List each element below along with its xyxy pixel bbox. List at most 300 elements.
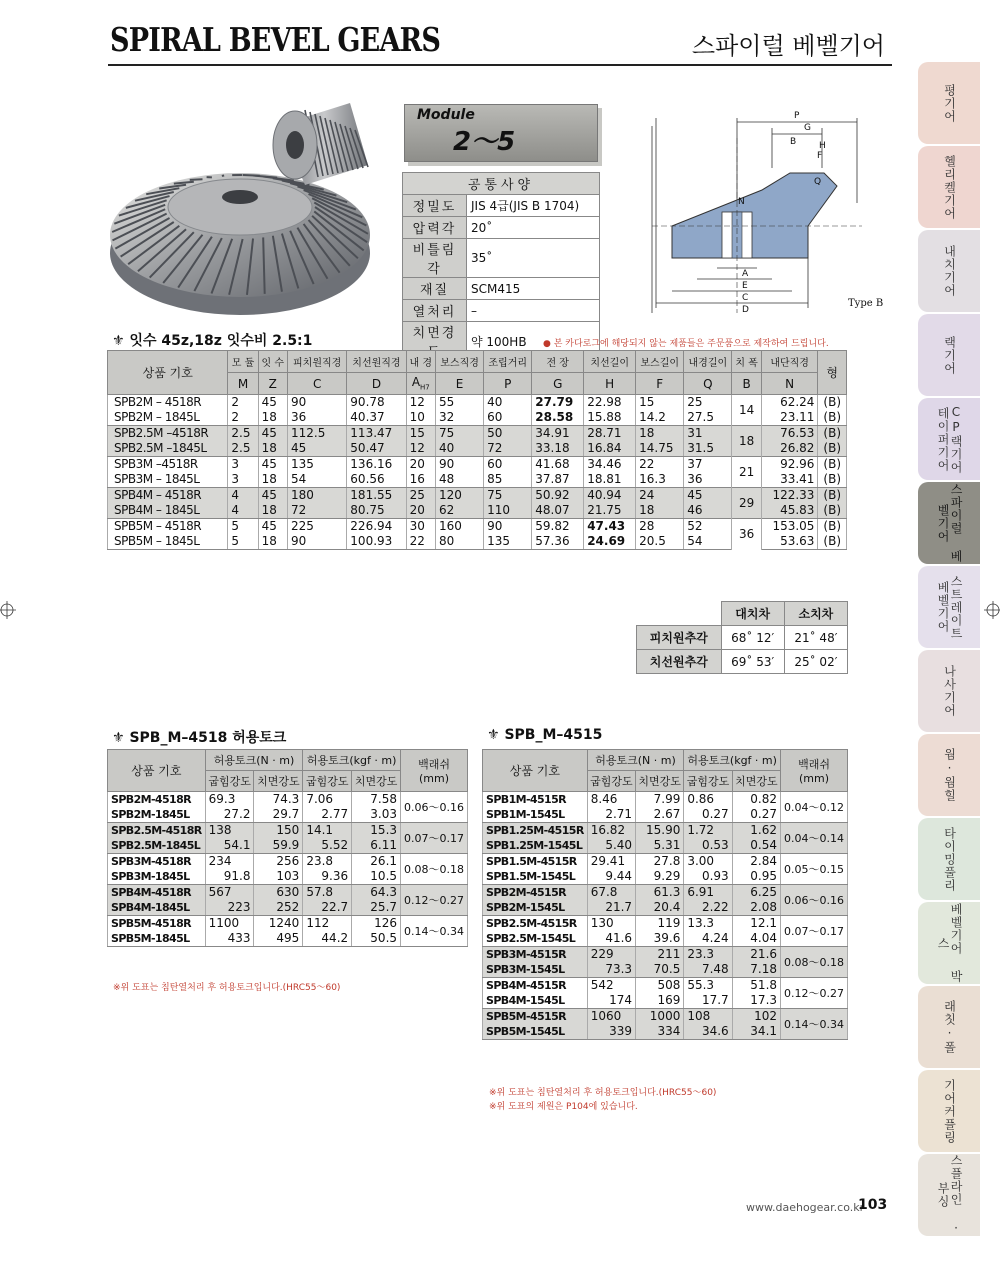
torque-value: 126 xyxy=(352,916,401,932)
torque-value: 3.00 xyxy=(684,854,732,870)
torque-value: 54.1 xyxy=(205,838,254,854)
header-cell: 백래쉬 (mm) xyxy=(401,750,468,792)
torque-value: 7.06 xyxy=(303,792,352,808)
product-code: SPB5M – 4518R xyxy=(108,519,228,535)
spec-row xyxy=(403,278,600,300)
dimension-label: E xyxy=(742,281,748,291)
torque-value: 0.93 xyxy=(684,869,732,885)
tab-label: 기어커플링 xyxy=(942,1078,957,1144)
torque-value: 0.53 xyxy=(684,838,732,854)
torque-value: 102 xyxy=(732,1009,780,1025)
torque-value: 1000 xyxy=(636,1009,684,1025)
torque-value: 4.24 xyxy=(684,931,732,947)
cell-F: 14.75 xyxy=(636,441,684,457)
cell-M: 3 xyxy=(228,472,258,488)
cone-angle-table xyxy=(636,601,848,674)
cell-B: 36 xyxy=(732,519,761,550)
symbol-cell: Z xyxy=(258,373,287,395)
cell-A: 20 xyxy=(406,457,435,473)
product-code: SPB1.5M-1545L xyxy=(483,869,588,885)
cell-P: 135 xyxy=(484,534,532,550)
torque-value: 630 xyxy=(254,885,303,901)
torque-value: 16.82 xyxy=(587,823,635,839)
torque-value: 119 xyxy=(636,916,684,932)
cell-F: 18 xyxy=(636,503,684,519)
cell-G: 48.07 xyxy=(532,503,584,519)
torque-value: 256 xyxy=(254,854,303,870)
cell-C: 72 xyxy=(288,503,347,519)
torque-value: 6.25 xyxy=(732,885,780,901)
torque-value: 27.8 xyxy=(636,854,684,870)
common-spec-table xyxy=(402,172,600,361)
symbol-cell: E xyxy=(436,373,484,395)
cell-H: 15.88 xyxy=(584,410,636,426)
table-row xyxy=(108,426,847,442)
torque-value: 57.8 xyxy=(303,885,352,901)
table-row xyxy=(108,792,468,808)
cell-A: 30 xyxy=(406,519,435,535)
torque-value: 44.2 xyxy=(303,931,352,947)
cell-E: 40 xyxy=(436,441,484,457)
cell-N: 26.82 xyxy=(761,441,818,457)
footer-url: www.daehogear.co.kr xyxy=(746,1201,865,1214)
torque-value: 34.6 xyxy=(684,1024,732,1040)
torque-value: 51.8 xyxy=(732,978,780,994)
symbol-cell: $A_{H7}$ xyxy=(406,373,435,395)
torque-value: 21.7 xyxy=(587,900,635,916)
cell-G: 50.92 xyxy=(532,488,584,504)
table-row xyxy=(483,947,848,963)
dimension-label: N xyxy=(738,197,745,207)
cell-B: 14 xyxy=(732,395,761,426)
cell-D: 80.75 xyxy=(347,503,406,519)
cell-M: 2 xyxy=(228,395,258,411)
header-cell: 상품 기호 xyxy=(108,351,228,395)
torque-value: 39.6 xyxy=(636,931,684,947)
torque-value: 567 xyxy=(205,885,254,901)
torque-value: 91.8 xyxy=(205,869,254,885)
torque-value: 5.31 xyxy=(636,838,684,854)
torque-value: 27.2 xyxy=(205,807,254,823)
torque-value: 8.46 xyxy=(587,792,635,808)
cell-A: 25 xyxy=(406,488,435,504)
sub-header-cell: 치면강도 xyxy=(352,771,401,792)
cell-H: 18.81 xyxy=(584,472,636,488)
table-row xyxy=(108,488,847,504)
fleur-icon: ⚜ xyxy=(112,333,130,349)
torque-value: 59.9 xyxy=(254,838,303,854)
torque-value: 20.4 xyxy=(636,900,684,916)
tab-4[interactable] xyxy=(918,398,980,480)
torque-value: 67.8 xyxy=(587,885,635,901)
dimension-label: A xyxy=(742,269,749,279)
cell-D: 50.47 xyxy=(347,441,406,457)
tab-11[interactable] xyxy=(918,986,980,1068)
angle-key: 피치원추각 xyxy=(637,626,722,650)
torque-value: 7.48 xyxy=(684,962,732,978)
cell-E: 55 xyxy=(436,395,484,411)
backlash-value: 0.12～0.27 xyxy=(401,885,468,916)
cell-type: (B) xyxy=(818,441,847,457)
product-code: SPB2M-1545L xyxy=(483,900,588,916)
table-row xyxy=(483,854,848,870)
cell-N: 122.33 xyxy=(761,488,818,504)
cell-Z: 45 xyxy=(258,519,287,535)
torque-value: 6.11 xyxy=(352,838,401,854)
torque-value: 41.6 xyxy=(587,931,635,947)
torque-value: 252 xyxy=(254,900,303,916)
torque-value: 108 xyxy=(684,1009,732,1025)
cell-N: 76.53 xyxy=(761,426,818,442)
cell-P: 60 xyxy=(484,410,532,426)
cell-A: 12 xyxy=(406,441,435,457)
cell-H: 24.69 xyxy=(584,534,636,550)
cell-N: 33.41 xyxy=(761,472,818,488)
torque-value: 15.90 xyxy=(636,823,684,839)
angle-header: 소치차 xyxy=(784,602,847,626)
cell-H: 16.84 xyxy=(584,441,636,457)
header-cell: 허용토크(kgf · m) xyxy=(303,750,401,771)
product-code: SPB4M – 4518R xyxy=(108,488,228,504)
cell-D: 113.47 xyxy=(347,426,406,442)
spec-value: 35˚ xyxy=(467,239,600,278)
tab-0[interactable] xyxy=(918,62,980,144)
dimension-label: F xyxy=(817,151,823,161)
header-cell: 조립거리 xyxy=(484,351,532,373)
torque-value: 34.1 xyxy=(732,1024,780,1040)
symbol-cell: H xyxy=(584,373,636,395)
cell-type: (B) xyxy=(818,410,847,426)
cell-P: 72 xyxy=(484,441,532,457)
spec-value: JIS 4급(JIS B 1704) xyxy=(467,195,600,217)
cell-P: 40 xyxy=(484,395,532,411)
spec-row xyxy=(403,217,600,239)
torque-value: 2.22 xyxy=(684,900,732,916)
cell-type: (B) xyxy=(818,519,847,535)
torque-value: 1100 xyxy=(205,916,254,932)
product-code: SPB1M-4515R xyxy=(483,792,588,808)
product-code: SPB4M-1845L xyxy=(108,900,206,916)
product-code: SPB2M-1845L xyxy=(108,807,206,823)
torque-value: 334 xyxy=(636,1024,684,1040)
cell-C: 180 xyxy=(288,488,347,504)
table-row xyxy=(108,823,468,839)
symbol-cell: F xyxy=(636,373,684,395)
torque-value: 29.41 xyxy=(587,854,635,870)
product-code: SPB1.25M-4515R xyxy=(483,823,588,839)
tab-3[interactable] xyxy=(918,314,980,396)
main-note: ● 본 카다로그에 해당되지 않는 제품들은 주문품으로 제작하여 드립니다. xyxy=(543,339,829,349)
tab-7[interactable] xyxy=(918,650,980,732)
torque-value: 7.58 xyxy=(352,792,401,808)
product-code: SPB5M-4518R xyxy=(108,916,206,932)
torque-value: 112 xyxy=(303,916,352,932)
header-cell: 형 xyxy=(818,351,847,395)
cell-N: 153.05 xyxy=(761,519,818,535)
cell-G: 28.58 xyxy=(532,410,584,426)
torque-value: 0.54 xyxy=(732,838,780,854)
product-code: SPB4M-4518R xyxy=(108,885,206,901)
cell-M: 5 xyxy=(228,519,258,535)
table-row xyxy=(483,823,848,839)
torque-value: 234 xyxy=(205,854,254,870)
torque-value: 69.3 xyxy=(205,792,254,808)
torque-right-note-2: ※위 도표의 제원은 P104에 있습니다. xyxy=(489,1102,638,1112)
cell-E: 120 xyxy=(436,488,484,504)
header-cell: 피치원직경 xyxy=(288,351,347,373)
symbol-cell: Q xyxy=(684,373,732,395)
torque-value: 2.67 xyxy=(636,807,684,823)
cell-type: (B) xyxy=(818,534,847,550)
product-code: SPB5M-1545L xyxy=(483,1024,588,1040)
backlash-value: 0.04～0.14 xyxy=(781,823,848,854)
tab-5[interactable] xyxy=(918,482,980,564)
cell-G: 27.79 xyxy=(532,395,584,411)
cell-Z: 18 xyxy=(258,410,287,426)
cell-P: 60 xyxy=(484,457,532,473)
tab-label: 나사기어 xyxy=(942,665,957,717)
dimension-label: B xyxy=(790,137,797,147)
symbol-cell: B xyxy=(732,373,761,395)
torque-value: 4.04 xyxy=(732,931,780,947)
torque-value: 25.7 xyxy=(352,900,401,916)
torque-value: 2.84 xyxy=(732,854,780,870)
cell-C: 90 xyxy=(288,534,347,550)
backlash-value: 0.07～0.17 xyxy=(781,916,848,947)
backlash-value: 0.06～0.16 xyxy=(781,885,848,916)
product-code: SPB1.25M-1545L xyxy=(483,838,588,854)
header-cell: 보스직경 xyxy=(436,351,484,373)
spec-key: 압력각 xyxy=(403,217,467,239)
registration-mark-icon xyxy=(984,601,1000,619)
tab-8[interactable] xyxy=(918,734,980,816)
torque-value: 13.3 xyxy=(684,916,732,932)
spec-key: 열처리 xyxy=(403,300,467,322)
cell-E: 80 xyxy=(436,534,484,550)
cell-F: 24 xyxy=(636,488,684,504)
cell-P: 75 xyxy=(484,488,532,504)
cell-D: 226.94 xyxy=(347,519,406,535)
cell-Q: 52 xyxy=(684,519,732,535)
cell-M: 2.5 xyxy=(228,441,258,457)
cell-type: (B) xyxy=(818,503,847,519)
cell-H: 28.71 xyxy=(584,426,636,442)
table-row xyxy=(108,457,847,473)
torque-value: 23.3 xyxy=(684,947,732,963)
cell-Q: 36 xyxy=(684,472,732,488)
cell-C: 36 xyxy=(288,410,347,426)
torque-value: 103 xyxy=(254,869,303,885)
product-code: SPB1M-1545L xyxy=(483,807,588,823)
spec-dimension-table xyxy=(107,350,847,550)
tab-13[interactable] xyxy=(918,1154,980,1236)
category-tabs xyxy=(918,62,980,1238)
cell-A: 20 xyxy=(406,503,435,519)
torque-value: 10.5 xyxy=(352,869,401,885)
tab-2[interactable] xyxy=(918,230,980,312)
angle-big: 69˚ 53′ xyxy=(721,650,784,674)
module-label: Module xyxy=(417,107,475,123)
torque-value: 1.62 xyxy=(732,823,780,839)
torque-value: 339 xyxy=(587,1024,635,1040)
spec-row xyxy=(403,195,600,217)
page-title-korean: 스파이럴 베벨기어 xyxy=(691,32,885,60)
torque-table-4518 xyxy=(107,749,468,947)
cell-C: 225 xyxy=(288,519,347,535)
dimension-label: P xyxy=(794,111,800,121)
product-code: SPB2.5M-4515R xyxy=(483,916,588,932)
torque-value: 1060 xyxy=(587,1009,635,1025)
fleur-icon: ⚜ xyxy=(487,727,505,743)
table-row xyxy=(483,978,848,994)
page-number: 103 xyxy=(858,1197,888,1213)
product-code: SPB3M-1845L xyxy=(108,869,206,885)
table-row xyxy=(483,885,848,901)
cell-M: 4 xyxy=(228,488,258,504)
cell-A: 10 xyxy=(406,410,435,426)
cell-C: 45 xyxy=(288,441,347,457)
torque-value: 64.3 xyxy=(352,885,401,901)
cell-C: 112.5 xyxy=(288,426,347,442)
spec-row xyxy=(403,300,600,322)
cell-C: 90 xyxy=(288,395,347,411)
cell-E: 90 xyxy=(436,457,484,473)
torque-value: 0.27 xyxy=(684,807,732,823)
cell-E: 160 xyxy=(436,519,484,535)
torque-value: 0.95 xyxy=(732,869,780,885)
cell-Q: 31.5 xyxy=(684,441,732,457)
dimension-label: G xyxy=(804,123,811,133)
tab-12[interactable] xyxy=(918,1070,980,1152)
symbol-cell: C xyxy=(288,373,347,395)
spec-key: 비틀림각 xyxy=(403,239,467,278)
type-label: Type B xyxy=(848,298,884,309)
cell-A: 12 xyxy=(406,395,435,411)
cell-P: 110 xyxy=(484,503,532,519)
tab-1[interactable] xyxy=(918,146,980,228)
cell-E: 48 xyxy=(436,472,484,488)
cell-type: (B) xyxy=(818,426,847,442)
angle-row xyxy=(637,650,848,674)
cell-E: 32 xyxy=(436,410,484,426)
backlash-value: 0.04～0.12 xyxy=(781,792,848,823)
torque-value: 22.7 xyxy=(303,900,352,916)
torque-value: 6.91 xyxy=(684,885,732,901)
cell-Z: 18 xyxy=(258,472,287,488)
sub-header-cell: 치면강도 xyxy=(636,771,684,792)
header-cell: 상품 기호 xyxy=(108,750,206,792)
cell-P: 50 xyxy=(484,426,532,442)
cell-Z: 18 xyxy=(258,441,287,457)
spec-header: 공통사양 xyxy=(403,173,600,195)
tab-label: 평기어 xyxy=(942,83,957,123)
product-code: SPB4M-4515R xyxy=(483,978,588,994)
cell-D: 40.37 xyxy=(347,410,406,426)
torque-value: 1.72 xyxy=(684,823,732,839)
symbol-cell: P xyxy=(484,373,532,395)
torque-value: 5.40 xyxy=(587,838,635,854)
cell-N: 45.83 xyxy=(761,503,818,519)
header-cell: 치 폭 xyxy=(732,351,761,373)
angle-small: 25˚ 02′ xyxy=(784,650,847,674)
dimension-label: C xyxy=(742,293,749,303)
spec-value: SCM415 xyxy=(467,278,600,300)
cell-F: 22 xyxy=(636,457,684,473)
backlash-value: 0.14～0.34 xyxy=(401,916,468,947)
cell-F: 20.5 xyxy=(636,534,684,550)
tab-label: 베벨기어 박스 xyxy=(936,903,963,983)
torque-value: 138 xyxy=(205,823,254,839)
cell-Q: 25 xyxy=(684,395,732,411)
torque-value: 21.6 xyxy=(732,947,780,963)
sub-header-cell: 굽힘강도 xyxy=(684,771,732,792)
spec-key: 정밀도 xyxy=(403,195,467,217)
table-row xyxy=(108,519,847,535)
backlash-value: 0.06～0.16 xyxy=(401,792,468,823)
page-title: SPIRAL BEVEL GEARS xyxy=(110,20,441,59)
product-code: SPB4M-1545L xyxy=(483,993,588,1009)
fleur-icon: ⚜ xyxy=(112,730,130,746)
cell-B: 18 xyxy=(732,426,761,457)
torque-value: 130 xyxy=(587,916,635,932)
tab-label: 스파이럴 베벨기어 xyxy=(936,483,963,563)
torque-value: 7.99 xyxy=(636,792,684,808)
torque-value: 14.1 xyxy=(303,823,352,839)
tab-10[interactable] xyxy=(918,902,980,984)
torque-value: 12.1 xyxy=(732,916,780,932)
product-code: SPB3M-4515R xyxy=(483,947,588,963)
cell-C: 135 xyxy=(288,457,347,473)
torque-value: 223 xyxy=(205,900,254,916)
cell-H: 40.94 xyxy=(584,488,636,504)
symbol-cell: N xyxy=(761,373,818,395)
torque-value: 29.7 xyxy=(254,807,303,823)
cell-type: (B) xyxy=(818,395,847,411)
product-code: SPB2M – 4518R xyxy=(108,395,228,411)
header-cell: 상품 기호 xyxy=(483,750,588,792)
header-cell: 잇 수 xyxy=(258,351,287,373)
sub-header-cell: 굽힘강도 xyxy=(303,771,352,792)
torque-value: 169 xyxy=(636,993,684,1009)
cell-G: 41.68 xyxy=(532,457,584,473)
product-code: SPB5M – 1845L xyxy=(108,534,228,550)
torque-left-note: ※위 도표는 침탄열처리 후 허용토크입니다.(HRC55～60) xyxy=(113,983,341,993)
cell-F: 28 xyxy=(636,519,684,535)
spec-row xyxy=(403,239,600,278)
torque-value: 15.3 xyxy=(352,823,401,839)
cell-G: 57.36 xyxy=(532,534,584,550)
cell-G: 34.91 xyxy=(532,426,584,442)
torque-value: 2.71 xyxy=(587,807,635,823)
tab-6[interactable] xyxy=(918,566,980,648)
product-code: SPB1.5M-4515R xyxy=(483,854,588,870)
module-box xyxy=(404,104,598,162)
spec-key: 재질 xyxy=(403,278,467,300)
torque-value: 61.3 xyxy=(636,885,684,901)
spec-value: – xyxy=(467,300,600,322)
torque-value: 433 xyxy=(205,931,254,947)
product-code: SPB2M-4515R xyxy=(483,885,588,901)
symbol-cell: G xyxy=(532,373,584,395)
cell-H: 47.43 xyxy=(584,519,636,535)
cell-F: 14.2 xyxy=(636,410,684,426)
cell-A: 15 xyxy=(406,426,435,442)
cell-Q: 37 xyxy=(684,457,732,473)
cell-E: 75 xyxy=(436,426,484,442)
tab-9[interactable] xyxy=(918,818,980,900)
torque-value: 542 xyxy=(587,978,635,994)
header-cell: 내단직경 xyxy=(761,351,818,373)
